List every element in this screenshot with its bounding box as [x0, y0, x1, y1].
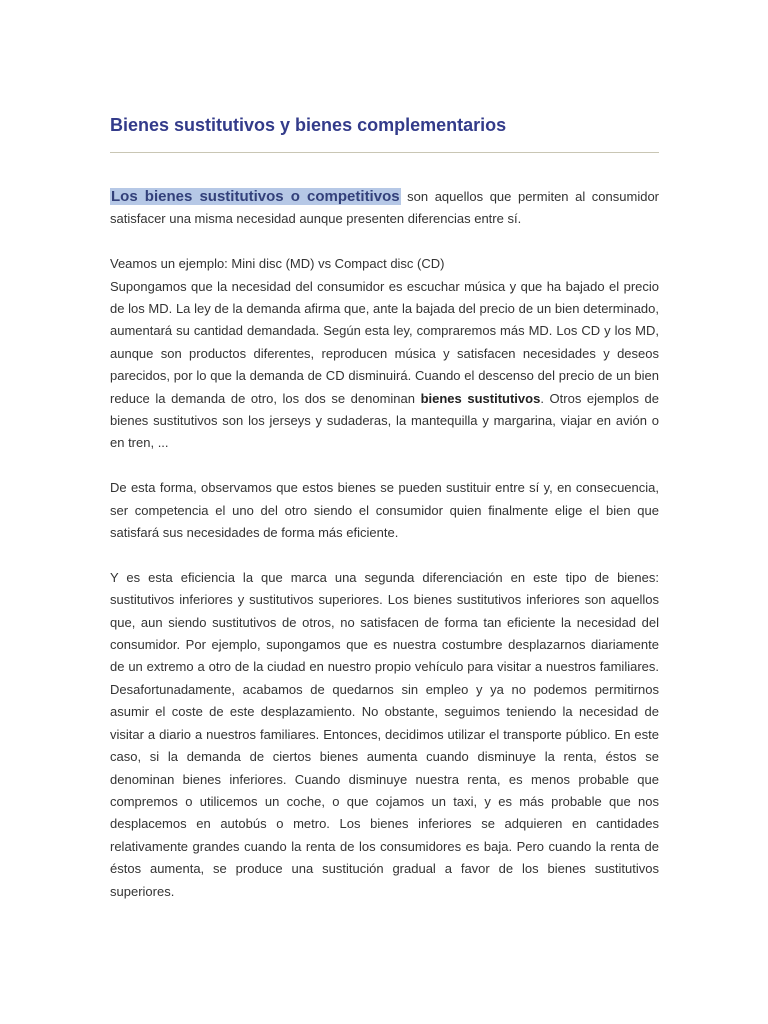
paragraph-inferior-goods: Y es esta eficiencia la que marca una segunda diferenciación en este tipo de bienes: sustitutivos inferiores y sustitutivos superiores. Los bienes sustitutivos inferiores son aquellos que, aun siendo sustitutivos de otros, no satisfacen de forma tan eficiente la necesidad del consumidor. Por ejemplo, supongamos que es nuestra costumbre desplazarnos diariamente de un extremo a otro de la ciudad en nuestro propio vehículo para visitar a nuestros familiares. Desafortunadamente, acabamos de quedarnos sin empleo y ya no podemos permitirnos asumir el coste de este desplazamiento. No obstante, seguimos teniendo la necesidad de visitar a diario a nuestros familiares. Entonces, decidimos utilizar el transporte público. En este caso, si la demanda de ciertos bienes aumenta cuando disminuye la renta, éstos se denominan bienes inferiores. Cuando disminuye nuestra renta, es menos probable que compremos o utilicemos un coche, o que cojamos un taxi, y es más probable que nos desplacemos en autobús o metro. Los bienes inferiores se adquieren en cantidades relativamente grandes cuando la renta de los consumidores es baja. Pero cuando la renta de éstos aumenta, se produce una sustitución gradual a favor de los bienes sustitutivos superiores.	[110, 569, 659, 899]
highlighted-term: Los bienes sustitutivos o competitivos	[111, 188, 400, 205]
page-title: Bienes sustitutivos y bienes complementarios	[110, 115, 507, 135]
example-text: Supongamos que la necesidad del consumidor es escuchar música y que ha bajado el precio de los MD. La ley de la demanda afirma que, ante la bajada del precio de un bien determinado, aumentará su cantidad demandada. Según esta ley, compraremos más MD. Los CD y los MD, aunque son productos diferentes, reproducen música y satisfacen necesidades y deseos parecidos, por lo que la demanda de CD disminuirá. Cuando el descenso del precio de un bien reduce la demanda de otro, los dos se denominan	[110, 278, 659, 406]
bold-term: bienes sustitutivos	[420, 390, 541, 406]
paragraph-gap	[110, 544, 659, 566]
example-text-end: . Otros ejemplos de bienes sustitutivos son los jerseys y sudaderas, la mantequilla y margarina, viajar en avión o en tren, ...	[110, 390, 660, 451]
paragraph-example	[110, 276, 659, 455]
paragraph-gap	[110, 455, 659, 477]
paragraph-gap	[110, 231, 659, 253]
paragraph-competition: De esta forma, observamos que estos bienes se pueden sustituir entre sí y, en consecuencia, ser competencia el uno del otro siendo el consumidor quien finalmente elige el bien que satisfará sus necesidades de forma más eficiente.	[110, 480, 659, 541]
definition-text: son aquellos que permiten al consumidor satisfacer una misma necesidad aunque presenten diferencias entre sí.	[110, 189, 660, 227]
paragraph-definition	[110, 186, 659, 231]
title-divider	[110, 152, 659, 153]
article-body	[110, 186, 659, 903]
paragraph-example-heading: Veamos un ejemplo: Mini disc (MD) vs Compact disc (CD)	[110, 256, 445, 272]
